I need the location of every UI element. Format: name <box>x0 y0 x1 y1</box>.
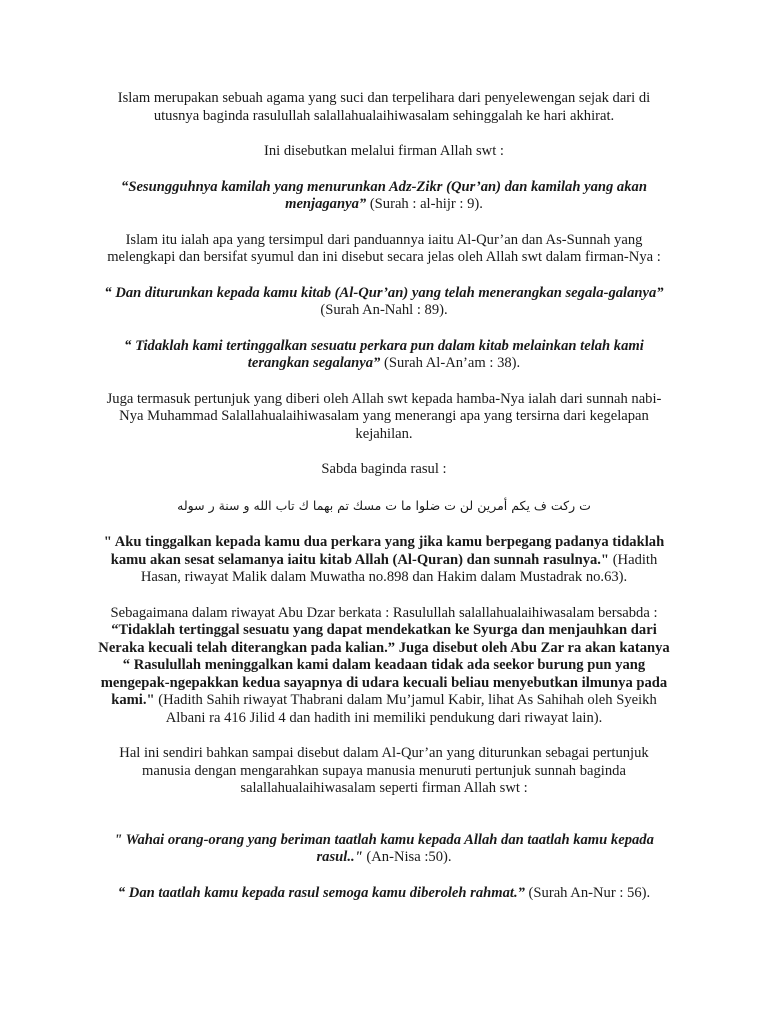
firman-intro-text: Ini disebutkan melalui firman Allah swt : <box>264 143 504 159</box>
quote-al-hijr <box>96 179 672 214</box>
arabic-hadith <box>96 497 672 515</box>
hadith-abu-dzar <box>96 605 672 728</box>
guidance-text: Juga termasuk pertunjuk yang diberi oleh Allah swt kepada hamba-Nya ialah dari sunnah nabi-Nya Muhammad Salallahualaihiwasalam yang menerangi apa yang tersirna dari kegelapan kejahilan. <box>106 390 662 442</box>
quote-an-nur <box>96 885 672 903</box>
quote-an-nur-ref: (Surah An-Nur : 56). <box>524 884 651 901</box>
quran-guidance-text: Hal ini sendiri bahkan sampai disebut dalam Al-Qur’an yang diturunkan sebagai pertunjuk manusia dengan mengarahkan supaya manusia menuruti pertunjuk sunnah baginda salallahualaihiwasalam seperti firman Allah swt : <box>119 745 649 796</box>
quote-al-hijr-ref: (Surah : al-hijr : 9). <box>366 196 483 212</box>
quote-an-nisa-text: " Wahai orang-orang yang beriman taatlah kamu kepada Allah dan taatlah kamu kepada rasul.." <box>114 831 654 865</box>
arabic-hadith-text: ت ركت ف يكم أمرين لن ت ضلوا ما ت مسك تم بهما ك تاب الله و سنة ر سوله <box>177 497 591 513</box>
sabda-paragraph <box>96 461 672 479</box>
quote-an-nahl <box>96 285 672 320</box>
hadith-abu-dzar-text: “Tidaklah tertinggal sesuatu yang dapat mendekatkan ke Syurga dan menjauhkan dari Neraka kecuali telah diterangkan pada kalian.” Juga disebut oleh Abu Zar ra akan katanya “ Rasulullah meninggalkan kami dalam keadaan tidak ada seekor burung pun yang mengepak-ngepakkan kedua sayapnya di udara kecuali beliau menyebutkan ilmunya pada kami." <box>98 622 670 708</box>
sabda-text: Sabda baginda rasul : <box>321 461 447 477</box>
quote-an-nahl-ref: (Surah An-Nahl : 89). <box>320 302 448 318</box>
quote-al-anam-text: “ Tidaklah kami tertinggalkan sesuatu perkara pun dalam kitab melainkan telah kami terangkan segalanya” <box>124 337 644 371</box>
intro-paragraph <box>96 90 672 125</box>
quote-al-anam <box>96 338 672 373</box>
quote-an-nisa <box>96 832 672 867</box>
quote-an-nur-text: “ Dan taatlah kamu kepada rasul semoga kamu diberoleh rahmat.” <box>117 884 525 901</box>
quran-guidance-paragraph <box>96 745 672 798</box>
hadith-abu-dzar-ref: (Hadith Sahih riwayat Thabrani dalam Mu’jamul Kabir, lihat As Sahihah oleh Syeikh Albani ra 416 Jilid 4 dan hadith ini memiliki pendukung dari riwayat lain). <box>154 692 657 726</box>
sunnah-text: Islam itu ialah apa yang tersimpul dari panduannya iaitu Al-Qur’an dan As-Sunnah yang melengkapi dan bersifat syumul dan ini disebut secara jelas oleh Allah swt dalam firman-Nya : <box>107 231 661 265</box>
firman-intro-paragraph <box>96 143 672 161</box>
hadith-abu-dzar-intro: Sebagaimana dalam riwayat Abu Dzar berkata : Rasulullah salallahualaihiwasalam bersabda : <box>110 604 658 621</box>
quote-al-anam-ref: (Surah Al-An’am : 38). <box>380 355 521 371</box>
hadith-two-things <box>96 534 672 587</box>
intro-text: Islam merupakan sebuah agama yang suci dan terpelihara dari penyelewengan sejak dari di utusnya baginda rasulullah salallahualaihiwasalam sehinggalah ke hari akhirat. <box>117 90 651 124</box>
hadith-two-things-text: " Aku tinggalkan kepada kamu dua perkara yang jika kamu berpegang padanya tidaklah kamu akan sesat selamanya iaitu kitab Allah (Al-Quran) dan sunnah rasulnya." <box>103 534 665 568</box>
hadith-two-things-ref: (Hadith Hasan, riwayat Malik dalam Muwatha no.898 dan Hakim dalam Mustadrak no.63). <box>140 551 658 585</box>
quote-an-nahl-text: “ Dan diturunkan kepada kamu kitab (Al-Qur’an) yang telah menerangkan segala-galanya” <box>104 284 664 301</box>
guidance-paragraph <box>96 391 672 444</box>
quote-an-nisa-ref: (An-Nisa :50). <box>362 849 452 865</box>
sunnah-paragraph <box>96 232 672 267</box>
quote-al-hijr-text: “Sesungguhnya kamilah yang menurunkan Adz-Zikr (Qur’an) dan kamilah yang akan menjaganya” <box>121 178 647 212</box>
